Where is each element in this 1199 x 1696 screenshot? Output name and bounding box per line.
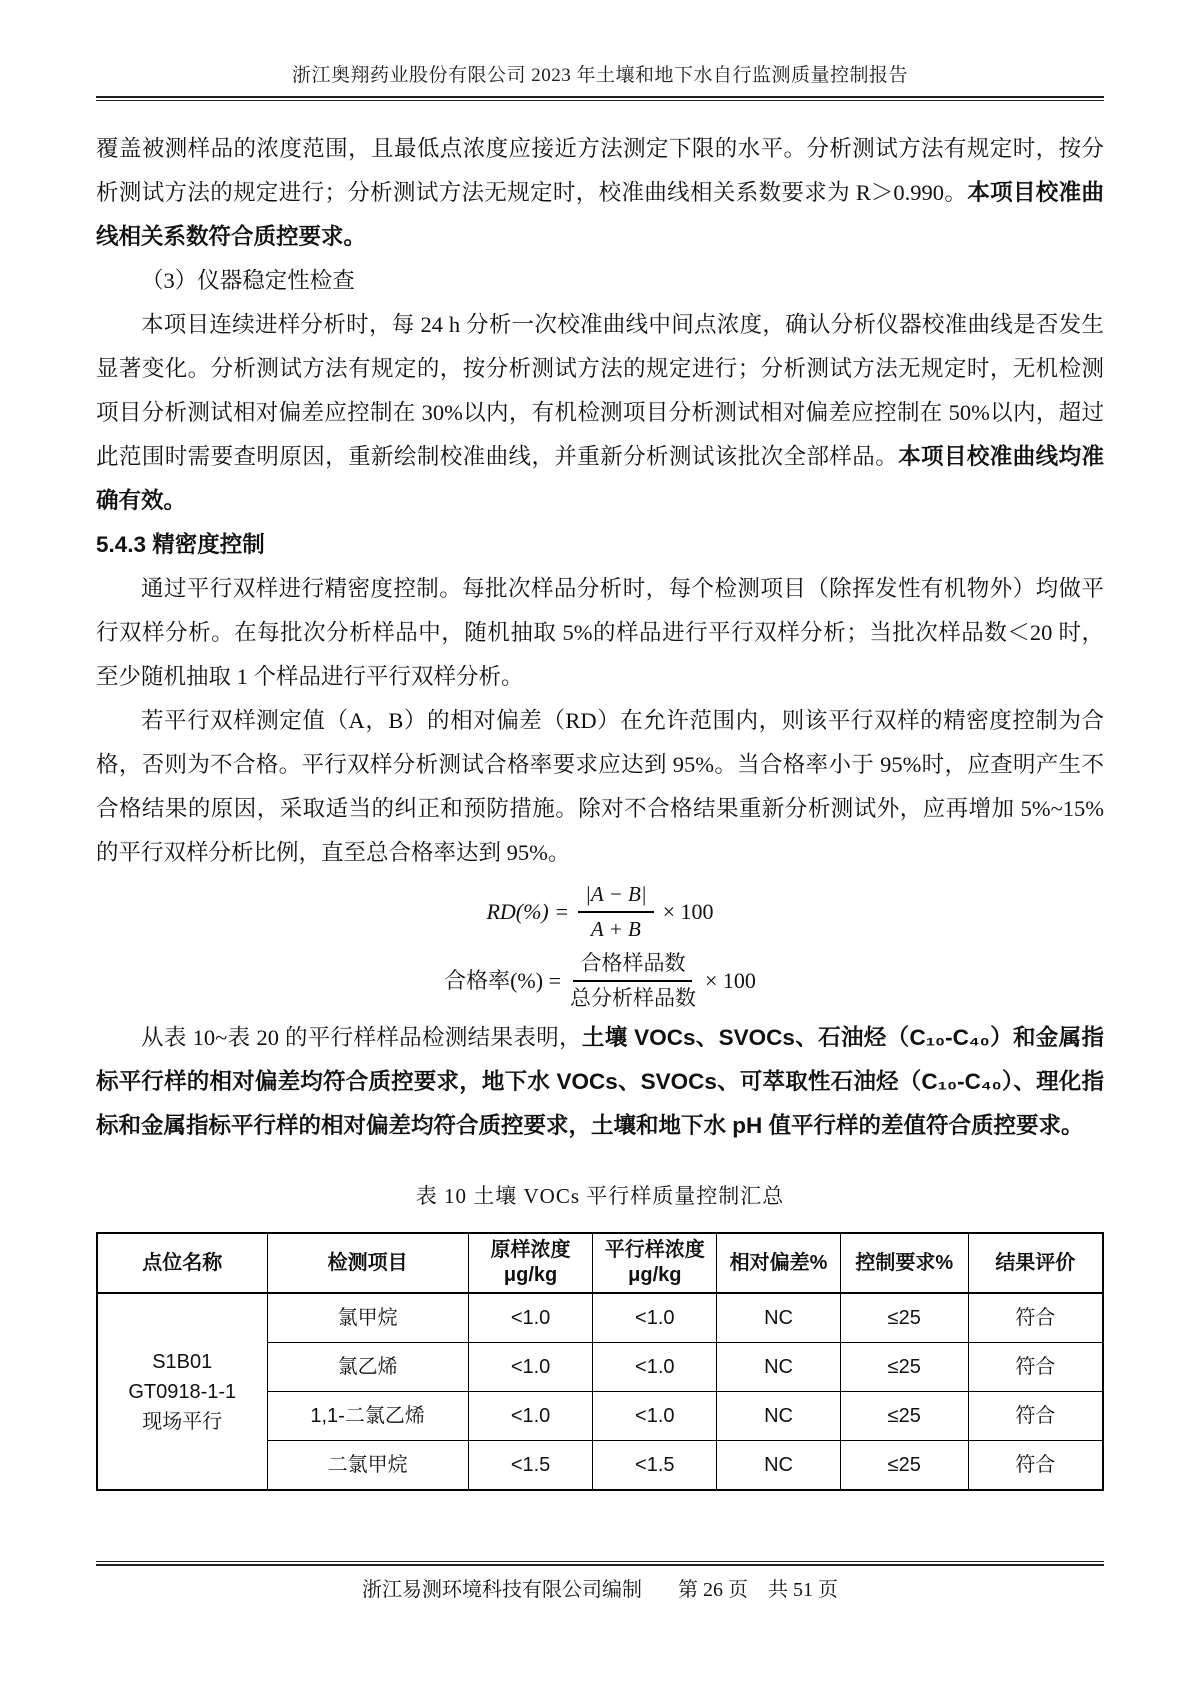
formula-denominator: 总分析样品数 <box>569 985 696 1010</box>
cell-original: <1.0 <box>468 1343 593 1392</box>
formula-lhs: RD(%) = <box>486 899 570 924</box>
formula-multiplier: × 100 <box>704 967 756 993</box>
cell-item: 二氯甲烷 <box>267 1441 468 1491</box>
cell-item: 氯乙烯 <box>267 1343 468 1392</box>
formula-lhs: 合格率(%) = <box>444 967 561 993</box>
cell-duplicate: <1.0 <box>593 1293 717 1343</box>
footer-rule-thin <box>96 1561 1104 1562</box>
paragraph-text: 覆盖被测样品的浓度范围，且最低点浓度应接近方法测定下限的水平。分析测试方法有规定时，按分析测试方法的规定进行；分析测试方法无规定时，校准曲线相关系数要求为 R＞0.990。 <box>96 136 1104 205</box>
formula-multiplier: × 100 <box>662 899 714 924</box>
item-3-instrument-stability: （3）仪器稳定性检查 <box>141 268 355 293</box>
page-footer <box>96 1561 1104 1602</box>
cell-relative-deviation: NC <box>717 1441 841 1491</box>
cell-item: 1,1-二氯乙烯 <box>267 1392 468 1441</box>
paragraph-bold-conclusion: 土壤 VOCs、SVOCs、石油烃（C₁₀-C₄₀）和金属指标平行样的相对偏差均符合质控要求，地下水 VOCs、SVOCs、可萃取性石油烃（C₁₀-C₄₀）、理化指标和金属指标平行样的相对偏差均符合质控要求，土壤和地下水 pH 值平行样的差值符合质控要求。 <box>96 1025 1104 1139</box>
formula-fraction <box>578 881 654 944</box>
footer-rule-thick <box>96 1564 1104 1566</box>
cell-duplicate: <1.0 <box>593 1392 717 1441</box>
site-parallel-type: 现场平行 <box>142 1410 223 1433</box>
formula-numerator: |A − B| <box>578 881 654 913</box>
cell-relative-deviation: NC <box>717 1343 841 1392</box>
paragraph-instrument-stability <box>96 303 1104 523</box>
col-header-result-evaluation: 结果评价 <box>968 1233 1103 1293</box>
header-rule-thin <box>96 100 1104 101</box>
paragraph-bold-conclusion: 本项目校准曲线相关系数符合质控要求。 <box>96 180 1104 249</box>
cell-result: 符合 <box>968 1392 1103 1441</box>
paragraph-bold-conclusion: 本项目校准曲线均准确有效。 <box>96 444 1104 513</box>
cell-control-limit: ≤25 <box>840 1392 968 1441</box>
cell-control-limit: ≤25 <box>840 1343 968 1392</box>
cell-item: 氯甲烷 <box>267 1293 468 1343</box>
header-divider <box>96 96 1104 101</box>
formula-relative-deviation <box>96 881 1104 944</box>
cell-result: 符合 <box>968 1441 1103 1491</box>
cell-original: <1.0 <box>468 1293 593 1343</box>
site-name-cell <box>97 1293 267 1490</box>
cell-original: <1.0 <box>468 1392 593 1441</box>
section-heading-5-4-3: 5.4.3 精密度控制 <box>96 532 265 557</box>
document-body <box>96 127 1104 1491</box>
cell-control-limit: ≤25 <box>840 1441 968 1491</box>
col-header-item: 检测项目 <box>267 1233 468 1293</box>
table-caption: 表 10 土壤 VOCs 平行样质量控制汇总 <box>415 1184 785 1209</box>
table-header-row <box>97 1233 1103 1293</box>
col-header-unit: μg/kg <box>628 1264 682 1287</box>
table-row <box>97 1293 1103 1343</box>
paragraph-calibration-range <box>96 127 1104 259</box>
paragraph-text: 本项目连续进样分析时，每 24 h 分析一次校准曲线中间点浓度，确认分析仪器校准曲线是否发生显著变化。分析测试方法有规定的，按分析测试方法的规定进行；分析测试方法无规定时，无机检测项目分析测试相对偏差应控制在 30%以内，有机检测项目分析测试相对偏差应控制在 50%以内，超过此范围时需要查明原因，重新绘制校准曲线，并重新分析测试该批次全部样品。 <box>96 312 1104 469</box>
header-rule-thick <box>96 96 1104 98</box>
col-header-label: 平行样浓度 <box>604 1239 705 1262</box>
footer-divider <box>96 1561 1104 1566</box>
cell-control-limit: ≤25 <box>840 1293 968 1343</box>
col-header-duplicate-concentration <box>593 1233 717 1293</box>
footer-text <box>96 1573 1104 1602</box>
running-header <box>96 60 1104 96</box>
site-code: S1B01 <box>152 1350 213 1373</box>
formula-fraction <box>570 950 696 1013</box>
cell-duplicate: <1.5 <box>593 1441 717 1491</box>
paragraph-text: 从表 10~表 20 的平行样样品检测结果表明， <box>141 1025 582 1051</box>
formula-pass-rate <box>96 950 1104 1013</box>
cell-relative-deviation: NC <box>717 1293 841 1343</box>
col-header-control-requirement: 控制要求% <box>840 1233 968 1293</box>
voc-parallel-qc-table <box>96 1232 1104 1491</box>
cell-original: <1.5 <box>468 1441 593 1491</box>
footer-total-pages: 共 51 页 <box>768 1579 838 1601</box>
col-header-unit: μg/kg <box>503 1264 558 1287</box>
cell-relative-deviation: NC <box>717 1392 841 1441</box>
site-sample-id: GT0918-1-1 <box>128 1380 237 1403</box>
report-title: 浙江奥翔药业股份有限公司 2023 年土壤和地下水自行监测质量控制报告 <box>291 65 908 86</box>
formula-denominator: A + B <box>590 917 641 942</box>
formula-numerator: 合格样品数 <box>573 950 692 982</box>
col-header-relative-deviation: 相对偏差% <box>717 1233 841 1293</box>
col-header-label: 原样浓度 <box>490 1239 571 1262</box>
cell-duplicate: <1.0 <box>593 1343 717 1392</box>
col-header-site: 点位名称 <box>97 1233 267 1293</box>
footer-publisher: 浙江易测环境科技有限公司编制 <box>362 1579 642 1601</box>
paragraph-results-summary <box>96 1016 1104 1148</box>
paragraph-parallel-sample-control: 通过平行双样进行精密度控制。每批次样品分析时，每个检测项目（除挥发性有机物外）均做平行双样分析。在每批次分析样品中，随机抽取 5%的样品进行平行双样分析；当批次样品数＜20 时，至少随机抽取 1 个样品进行平行双样分析。 <box>96 576 1104 689</box>
cell-result: 符合 <box>968 1293 1103 1343</box>
paragraph-relative-deviation-rule: 若平行双样测定值（A，B）的相对偏差（RD）在允许范围内，则该平行双样的精密度控制为合格，否则为不合格。平行双样分析测试合格率要求应达到 95%。当合格率小于 95%时，应查明产生不合格结果的原因，采取适当的纠正和预防措施。除对不合格结果重新分析测试外，应再增加 5%~15%的平行双样分析比例，直至总合格率达到 95%。 <box>96 708 1104 865</box>
col-header-original-concentration <box>468 1233 593 1293</box>
footer-page-number: 第 26 页 <box>678 1579 748 1601</box>
cell-result: 符合 <box>968 1343 1103 1392</box>
